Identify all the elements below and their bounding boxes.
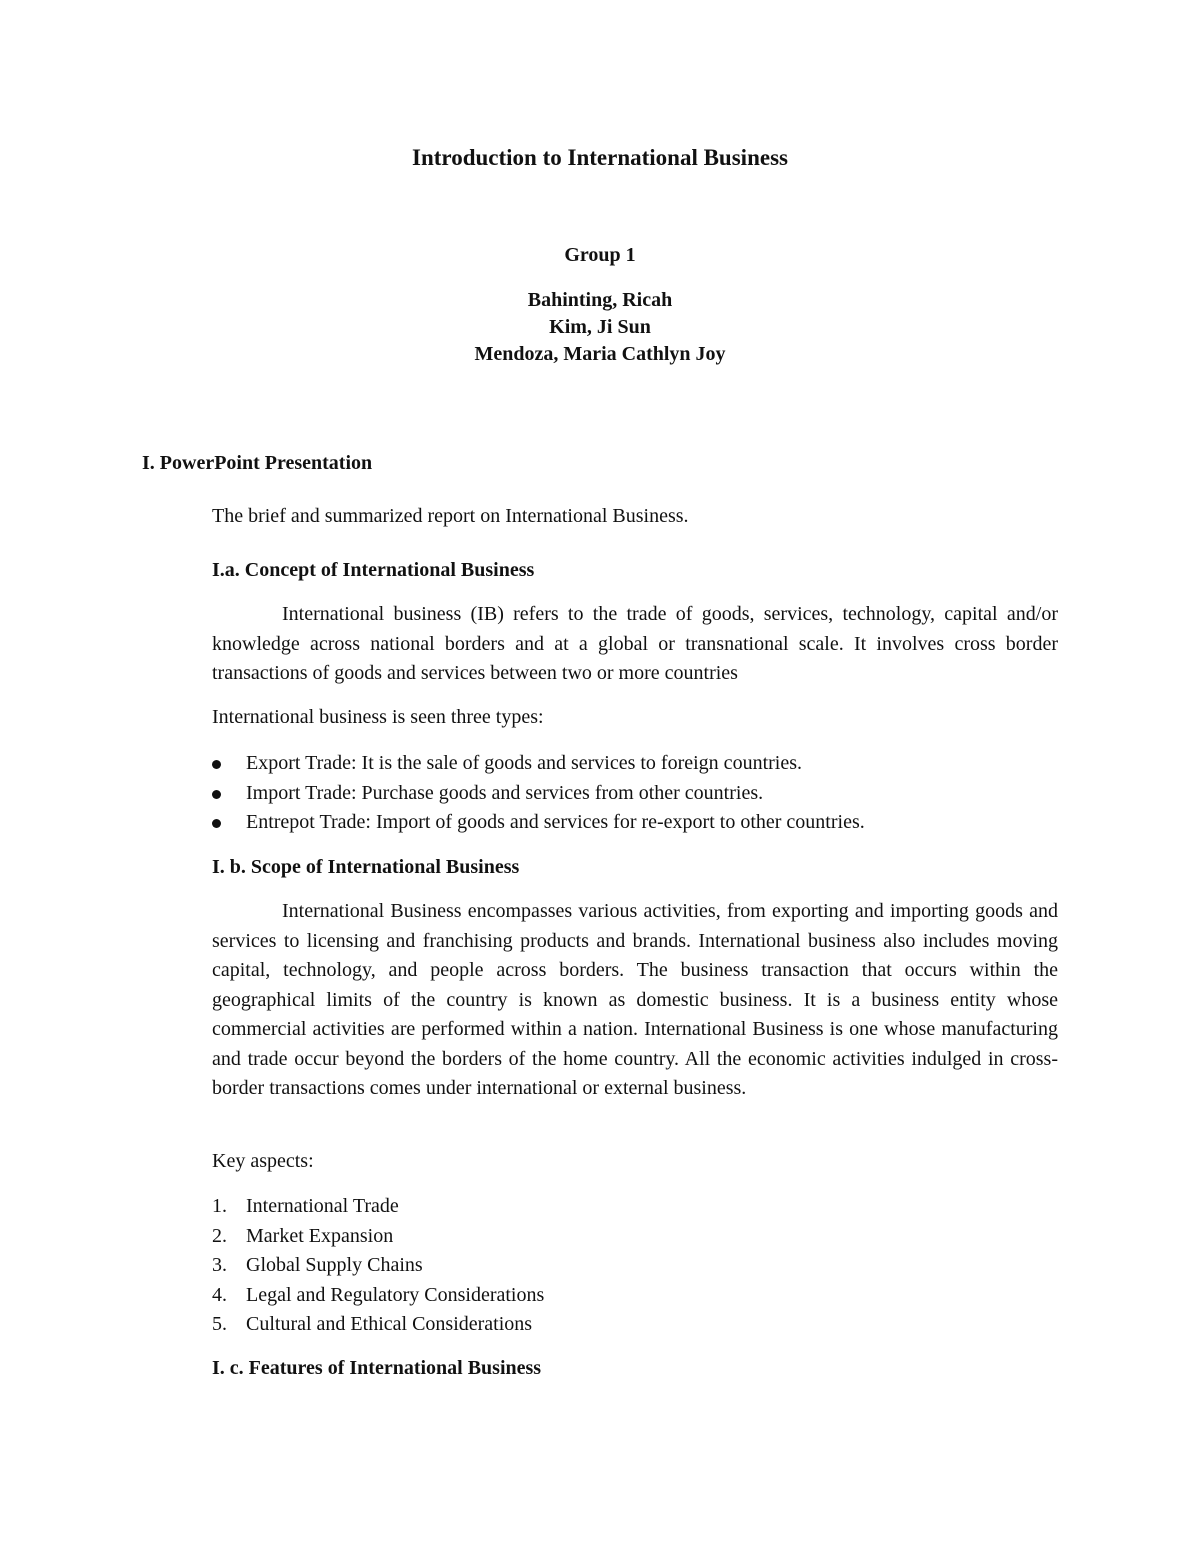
- list-item: [212, 1222, 544, 1252]
- list-item-text: Legal and Regulatory Considerations: [246, 1283, 545, 1306]
- document-title: Introduction to International Business: [412, 145, 788, 170]
- list-item-number: 3.: [212, 1254, 227, 1276]
- bullet-icon: [212, 760, 221, 769]
- section-1-intro: The brief and summarized report on International Business.: [212, 505, 689, 527]
- list-item: [212, 1281, 544, 1311]
- section-1a-paragraph: International business (IB) refers to the trade of goods, services, technology, capital and/or knowledge across national borders and at a global or transnational scale. It involves cross border transactions of goods and services between two or more countries: [212, 603, 1058, 684]
- list-item: [212, 779, 865, 809]
- member-name: Kim, Ji Sun: [549, 316, 651, 338]
- list-item-text: Entrepot Trade: Import of goods and services for re-export to other countries.: [246, 811, 865, 833]
- list-item: [212, 1192, 544, 1222]
- list-item: [212, 808, 865, 838]
- list-item-number: 4.: [212, 1283, 227, 1306]
- key-aspects-list: [212, 1192, 544, 1340]
- bullet-icon: [212, 790, 221, 799]
- section-1b-heading: I. b. Scope of International Business: [212, 856, 520, 878]
- key-aspects-intro: Key aspects:: [212, 1150, 314, 1172]
- list-item-text: Cultural and Ethical Considerations: [246, 1313, 533, 1335]
- list-item: [212, 749, 865, 779]
- section-1c-heading: I. c. Features of International Business: [212, 1357, 542, 1379]
- member-name: Mendoza, Maria Cathlyn Joy: [474, 343, 726, 365]
- trade-types-list: [212, 749, 865, 838]
- list-item-text: Global Supply Chains: [246, 1254, 423, 1276]
- list-item-text: Market Expansion: [246, 1224, 394, 1247]
- list-item-number: 5.: [212, 1313, 227, 1335]
- types-intro: International business is seen three types:: [212, 706, 544, 728]
- list-item-number: 2.: [212, 1224, 227, 1247]
- section-1b-paragraph: International Business encompasses various activities, from exporting and importing goods and services to licensing and franchising products and brands. International business also includes moving capital, technology, and people across borders. The business transaction that occurs within the geographical limits of the country is known as domestic business. It is a business entity whose commercial activities are performed within a nation. International Business is one whose manufacturing and trade occur beyond the borders of the home country. All the economic activities indulged in cross-border transactions comes under international or external business.: [212, 900, 1058, 1099]
- group-label: Group 1: [564, 244, 636, 266]
- list-item-text: International Trade: [246, 1195, 399, 1217]
- section-1-heading: I. PowerPoint Presentation: [142, 452, 373, 474]
- list-item: [212, 1310, 544, 1340]
- list-item: [212, 1251, 544, 1281]
- member-name: Bahinting, Ricah: [527, 289, 673, 311]
- list-item-number: 1.: [212, 1195, 227, 1217]
- list-item-text: Export Trade: It is the sale of goods and services to foreign countries.: [246, 752, 802, 774]
- bullet-icon: [212, 819, 221, 828]
- section-1a-heading: I.a. Concept of International Business: [212, 559, 535, 581]
- list-item-text: Import Trade: Purchase goods and services from other countries.: [246, 781, 764, 804]
